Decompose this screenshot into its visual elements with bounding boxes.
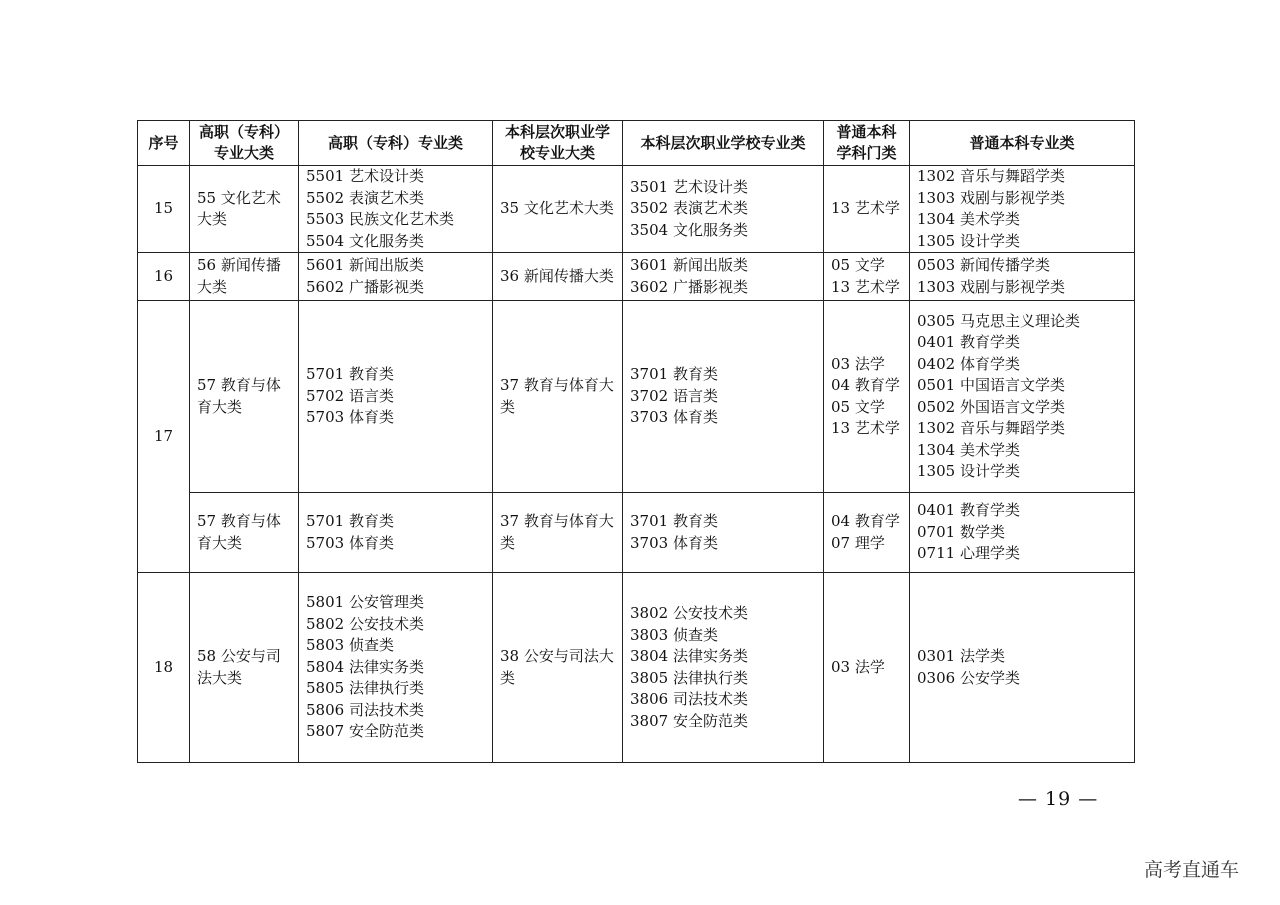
bachelor-discipline-item: 04 教育学 [831, 512, 900, 530]
vocational-major-class-item: 5802 公安技术类 [306, 614, 424, 633]
undergrad-vocational-category: 36 新闻传播大类 [493, 253, 623, 301]
table-row [138, 573, 1135, 763]
header-cell: 高职（专科）专业类 [299, 121, 493, 166]
bachelor-discipline-item: 05 文学 [831, 256, 885, 274]
vocational-major-class-item: 5601 新闻出版类 [306, 256, 424, 274]
bachelor-discipline-item: 13 艺术学 [831, 199, 900, 218]
bachelor-major-class-item: 0701 数学类 [917, 522, 1005, 541]
bachelor-major-class-item: 0401 教育学类 [917, 501, 1020, 520]
bachelor-major-class-cell [910, 301, 1135, 493]
undergrad-vocational-class-item: 3504 文化服务类 [630, 220, 748, 239]
row-number: 16 [138, 253, 190, 301]
table-row [138, 301, 1135, 493]
bachelor-major-class-item: 0306 公安学类 [917, 668, 1020, 687]
bachelor-discipline-cell [824, 166, 910, 253]
vocational-major-class-item: 5503 民族文化艺术类 [306, 210, 454, 228]
undergrad-vocational-class-item: 3703 体育类 [630, 408, 718, 427]
bachelor-major-class-item: 1303 戏剧与影视学类 [917, 277, 1065, 296]
table-row [138, 166, 1135, 253]
header-cell: 高职（专科）专业大类 [190, 121, 299, 166]
bachelor-major-class-cell [910, 573, 1135, 763]
vocational-major-class-item: 5703 体育类 [306, 408, 394, 427]
undergrad-vocational-class-item: 3803 侦查类 [630, 625, 718, 644]
undergrad-vocational-category: 35 文化艺术大类 [493, 166, 623, 253]
page-number: — 19 — [1018, 788, 1099, 810]
bachelor-major-class-item: 1305 设计学类 [917, 231, 1020, 250]
bachelor-major-class-cell [910, 493, 1135, 573]
bachelor-major-class-item: 0503 新闻传播学类 [917, 256, 1050, 274]
bachelor-major-class-item: 1305 设计学类 [917, 462, 1020, 480]
bachelor-major-class-item: 0401 教育学类 [917, 333, 1020, 351]
vocational-major-category: 58 公安与司法大类 [190, 573, 299, 763]
vocational-major-class-item: 5602 广播影视类 [306, 277, 424, 296]
undergrad-vocational-class-item: 3601 新闻出版类 [630, 256, 748, 274]
vocational-major-class-cell [299, 253, 493, 301]
bachelor-major-class-item: 1303 戏剧与影视学类 [917, 188, 1065, 207]
bachelor-discipline-item: 04 教育学 [831, 376, 900, 394]
undergrad-vocational-class-item: 3805 法律执行类 [630, 668, 748, 687]
undergrad-vocational-class-item: 3703 体育类 [630, 533, 718, 552]
vocational-major-class-item: 5805 法律执行类 [306, 679, 424, 698]
header-cell: 普通本科学科门类 [824, 121, 910, 166]
bachelor-discipline-item: 03 法学 [831, 354, 885, 373]
undergrad-vocational-class-cell [623, 493, 824, 573]
vocational-major-class-cell [299, 166, 493, 253]
undergrad-vocational-class-item: 3807 安全防范类 [630, 711, 748, 730]
bachelor-major-class-cell [910, 166, 1135, 253]
bachelor-major-class-item: 0301 法学类 [917, 647, 1005, 665]
vocational-major-class-item: 5803 侦查类 [306, 636, 394, 655]
vocational-major-class-item: 5804 法律实务类 [306, 657, 424, 676]
undergrad-vocational-class-item: 3501 艺术设计类 [630, 177, 748, 196]
bachelor-major-class-item: 1304 美术学类 [917, 210, 1020, 228]
vocational-major-class-item: 5806 司法技术类 [306, 700, 424, 719]
undergrad-vocational-class-item: 3502 表演艺术类 [630, 199, 748, 218]
header-cell: 本科层次职业学校专业类 [623, 121, 824, 166]
bachelor-discipline-item: 05 文学 [831, 397, 885, 416]
vocational-major-category: 57 教育与体育大类 [190, 493, 299, 573]
bachelor-discipline-item: 03 法学 [831, 657, 885, 676]
vocational-major-class-item: 5807 安全防范类 [306, 722, 424, 741]
undergrad-vocational-class-item: 3806 司法技术类 [630, 690, 748, 708]
bachelor-discipline-item: 13 艺术学 [831, 419, 900, 437]
bachelor-discipline-cell [824, 573, 910, 763]
undergrad-vocational-category: 38 公安与司法大类 [493, 573, 623, 763]
table-row [138, 253, 1135, 301]
undergrad-vocational-class-item: 3701 教育类 [630, 365, 718, 384]
header-cell: 序号 [138, 121, 190, 166]
bachelor-major-class-item: 1302 音乐与舞蹈学类 [917, 167, 1065, 185]
bachelor-discipline-cell [824, 253, 910, 301]
undergrad-vocational-class-item: 3702 语言类 [630, 386, 718, 405]
bachelor-major-class-cell [910, 253, 1135, 301]
table-row [138, 493, 1135, 573]
vocational-major-class-item: 5801 公安管理类 [306, 593, 424, 612]
header-row [138, 121, 1135, 166]
vocational-major-class-item: 5502 表演艺术类 [306, 188, 424, 207]
undergrad-vocational-class-item: 3602 广播影视类 [630, 277, 748, 296]
vocational-major-class-item: 5501 艺术设计类 [306, 167, 424, 185]
vocational-major-class-item: 5701 教育类 [306, 512, 394, 530]
undergrad-vocational-class-item: 3804 法律实务类 [630, 647, 748, 665]
vocational-major-class-cell [299, 493, 493, 573]
vocational-major-class-item: 5701 教育类 [306, 365, 394, 384]
undergrad-vocational-category: 37 教育与体育大类 [493, 493, 623, 573]
majors-table [137, 120, 1135, 763]
bachelor-major-class-item: 1304 美术学类 [917, 440, 1020, 459]
undergrad-vocational-class-cell [623, 301, 824, 493]
undergrad-vocational-class-cell [623, 253, 824, 301]
bachelor-major-class-item: 0501 中国语言文学类 [917, 376, 1065, 394]
vocational-major-class-cell [299, 301, 493, 493]
bachelor-major-class-item: 0711 心理学类 [917, 544, 1020, 563]
header-cell: 本科层次职业学校专业大类 [493, 121, 623, 166]
vocational-major-category: 55 文化艺术大类 [190, 166, 299, 253]
table-body [138, 166, 1135, 763]
vocational-major-class-item: 5703 体育类 [306, 533, 394, 552]
undergrad-vocational-class-cell [623, 573, 824, 763]
row-number: 18 [138, 573, 190, 763]
vocational-major-class-cell [299, 573, 493, 763]
row-number: 17 [138, 301, 190, 573]
bachelor-discipline-item: 13 艺术学 [831, 277, 900, 296]
bachelor-discipline-item: 07 理学 [831, 533, 885, 552]
vocational-major-category: 56 新闻传播大类 [190, 253, 299, 301]
vocational-major-class-item: 5702 语言类 [306, 386, 394, 405]
undergrad-vocational-class-item: 3802 公安技术类 [630, 604, 748, 622]
undergrad-vocational-class-item: 3701 教育类 [630, 512, 718, 530]
vocational-major-class-item: 5504 文化服务类 [306, 231, 424, 250]
row-number: 15 [138, 166, 190, 253]
bachelor-major-class-item: 1302 音乐与舞蹈学类 [917, 419, 1065, 437]
bachelor-major-class-item: 0402 体育学类 [917, 354, 1020, 373]
bachelor-major-class-item: 0502 外国语言文学类 [917, 397, 1065, 416]
bachelor-discipline-cell [824, 301, 910, 493]
bachelor-major-class-item: 0305 马克思主义理论类 [917, 311, 1080, 330]
undergrad-vocational-class-cell [623, 166, 824, 253]
header-cell: 普通本科专业类 [910, 121, 1135, 166]
vocational-major-category: 57 教育与体育大类 [190, 301, 299, 493]
bachelor-discipline-cell [824, 493, 910, 573]
watermark: 高考直通车 [1144, 859, 1240, 881]
undergrad-vocational-category: 37 教育与体育大类 [493, 301, 623, 493]
